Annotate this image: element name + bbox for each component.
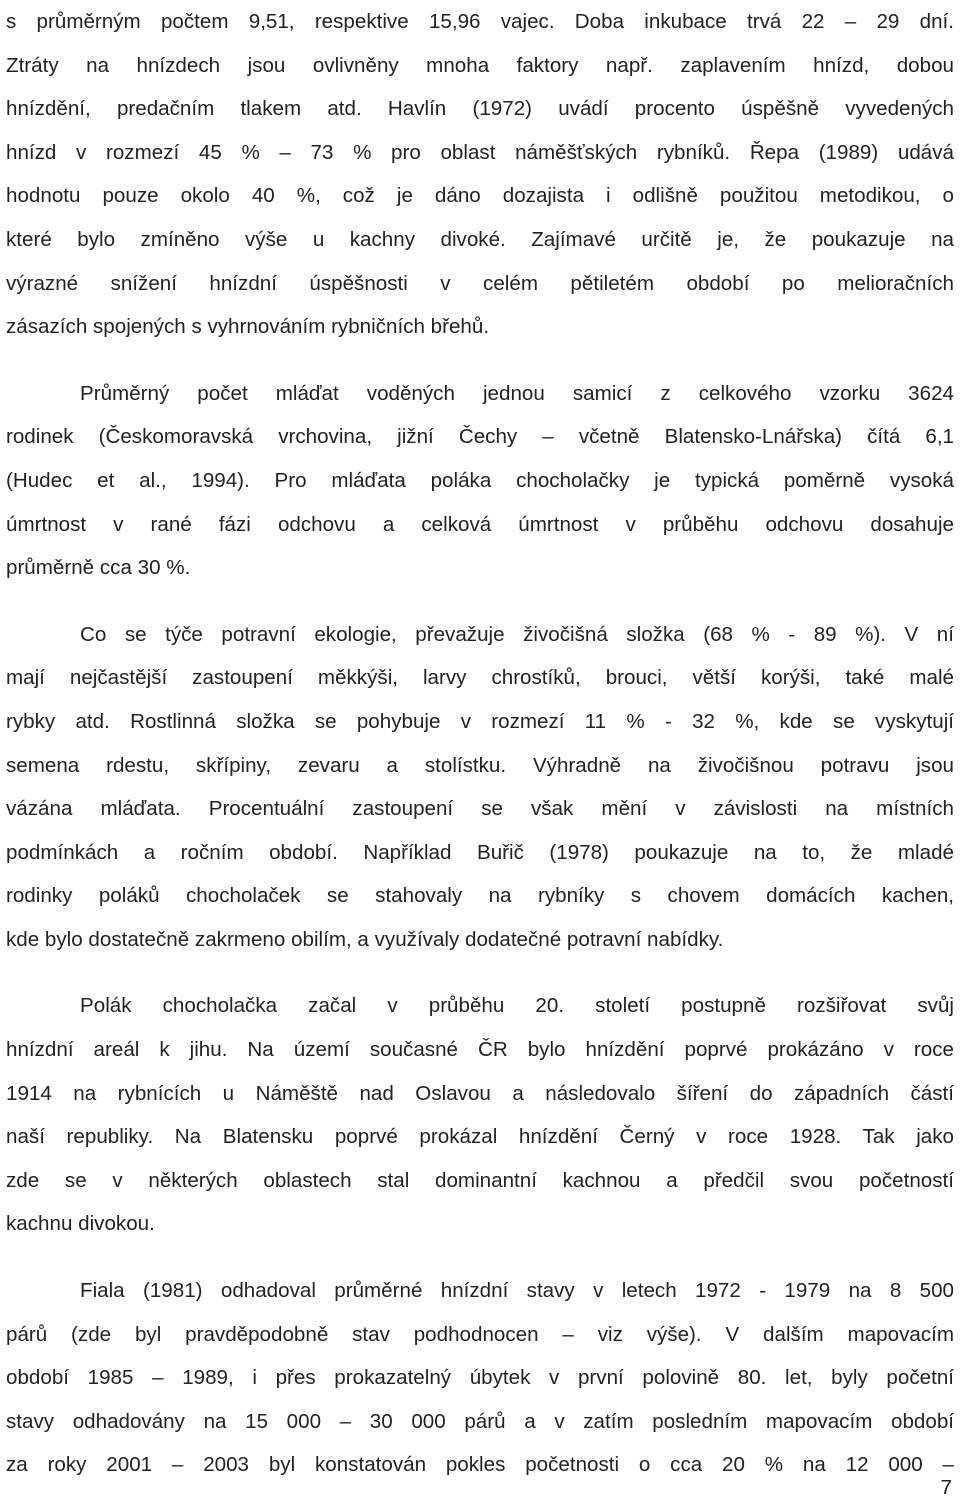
- text-line: rybky atd. Rostlinná složka se pohybuje v rozmezí 11 % - 32 %, kde se vyskytují: [6, 709, 954, 733]
- document-page: [6, 0, 954, 1487]
- text-line: zde se v některých oblastech stal dominantní kachnou a předčil svou početností: [6, 1168, 954, 1192]
- text-line: stavy odhadovány na 15 000 – 30 000 párů a v zatím posledním mapovacím období: [6, 1409, 954, 1433]
- text-line: úmrtnost v rané fázi odchovu a celková úmrtnost v průběhu odchovu dosahuje: [6, 512, 954, 536]
- text-line: Fiala (1981) odhadoval průměrné hnízdní stavy v letech 1972 - 1979 na 8 500: [80, 1279, 954, 1303]
- text-line: období 1985 – 1989, i přes prokazatelný úbytek v první polovině 80. let, byly početní: [6, 1366, 954, 1390]
- paragraph-population-estimates: [6, 1269, 954, 1487]
- text-line: naší republiky. Na Blatensku poprvé prokázal hnízdění Černý v roce 1928. Tak jako: [6, 1125, 954, 1149]
- text-line: za roky 2001 – 2003 byl konstatován pokles početnosti o cca 20 % na 12 000 –: [6, 1453, 954, 1477]
- text-line: zásazích spojených s vyhrnováním rybničních břehů.: [6, 315, 490, 339]
- text-line: s průměrným počtem 9,51, respektive 15,96 vajec. Doba inkubace trvá 22 – 29 dní.: [6, 10, 954, 33]
- text-line: vázána mláďata. Procentuální zastoupení se však mění v závislosti na místních: [6, 797, 954, 821]
- text-line: semena rdestu, skřípiny, zevaru a stolístku. Výhradně na živočišnou potravu jsou: [6, 753, 954, 777]
- paragraph-gap: [6, 961, 954, 984]
- text-line: hnízdění, predačním tlakem atd. Havlín (1972) uvádí procento úspěšně vyvedených: [6, 97, 954, 121]
- text-line: Průměrný počet mláďat voděných jednou samicí z celkového vzorku 3624: [80, 381, 954, 405]
- paragraph-gap: [6, 349, 954, 372]
- text-line: průměrně cca 30 %.: [6, 556, 191, 580]
- text-line: Polák chocholačka začal v průběhu 20. století postupně rozšiřovat svůj: [80, 994, 954, 1018]
- paragraph-diet: [6, 613, 954, 962]
- text-line: 1914 na rybnících u Náměště nad Oslavou a následovalo šíření do západních částí: [6, 1081, 954, 1105]
- page-number: 7: [940, 1476, 952, 1499]
- text-line: rodinek (Českomoravská vrchovina, jižní Čechy – včetně Blatensko-Lnářska) čítá 6,1: [6, 425, 954, 449]
- text-line: kachnu divokou.: [6, 1212, 155, 1236]
- paragraph-gap: [6, 590, 954, 613]
- text-line: (Hudec et al., 1994). Pro mláďata poláka chocholačky je typická poměrně vysoká: [6, 468, 954, 492]
- text-line: Co se týče potravní ekologie, převažuje živočišná složka (68 % - 89 %). V ní: [80, 622, 954, 646]
- text-line: výrazné snížení hnízdní úspěšnosti v celém pětiletém období po melioračních: [6, 271, 954, 295]
- paragraph-range-expansion: [6, 984, 954, 1246]
- text-line: hnízdní areál k jihu. Na území současné ČR bylo hnízdění poprvé prokázáno v roce: [6, 1038, 954, 1062]
- text-line: hnízd v rozmezí 45 % – 73 % pro oblast náměšťských rybníků. Řepa (1989) udává: [6, 140, 954, 164]
- text-line: kde bylo dostatečně zakrmeno obilím, a využívaly dodatečné potravní nabídky.: [6, 927, 724, 951]
- paragraph-incubation: [6, 0, 954, 349]
- paragraph-brood-size: [6, 372, 954, 590]
- text-line: hodnotu pouze okolo 40 %, což je dáno dozajista i odlišně použitou metodikou, o: [6, 184, 954, 208]
- text-line: párů (zde byl pravděpodobně stav podhodnocen – viz výše). V dalším mapovacím: [6, 1322, 954, 1346]
- paragraph-gap: [6, 1246, 954, 1269]
- text-line: mají nejčastější zastoupení měkkýši, larvy chrostíků, brouci, větší korýši, také malé: [6, 666, 954, 690]
- text-line: rodinky poláků chocholaček se stahovaly na rybníky s chovem domácích kachen,: [6, 884, 954, 908]
- text-line: podmínkách a ročním období. Například Buřič (1978) poukazuje na to, že mladé: [6, 840, 954, 864]
- text-line: které bylo zmíněno výše u kachny divoké. Zajímavé určitě je, že poukazuje na: [6, 227, 954, 251]
- text-line: Ztráty na hnízdech jsou ovlivněny mnoha faktory např. zaplavením hnízd, dobou: [6, 53, 954, 77]
